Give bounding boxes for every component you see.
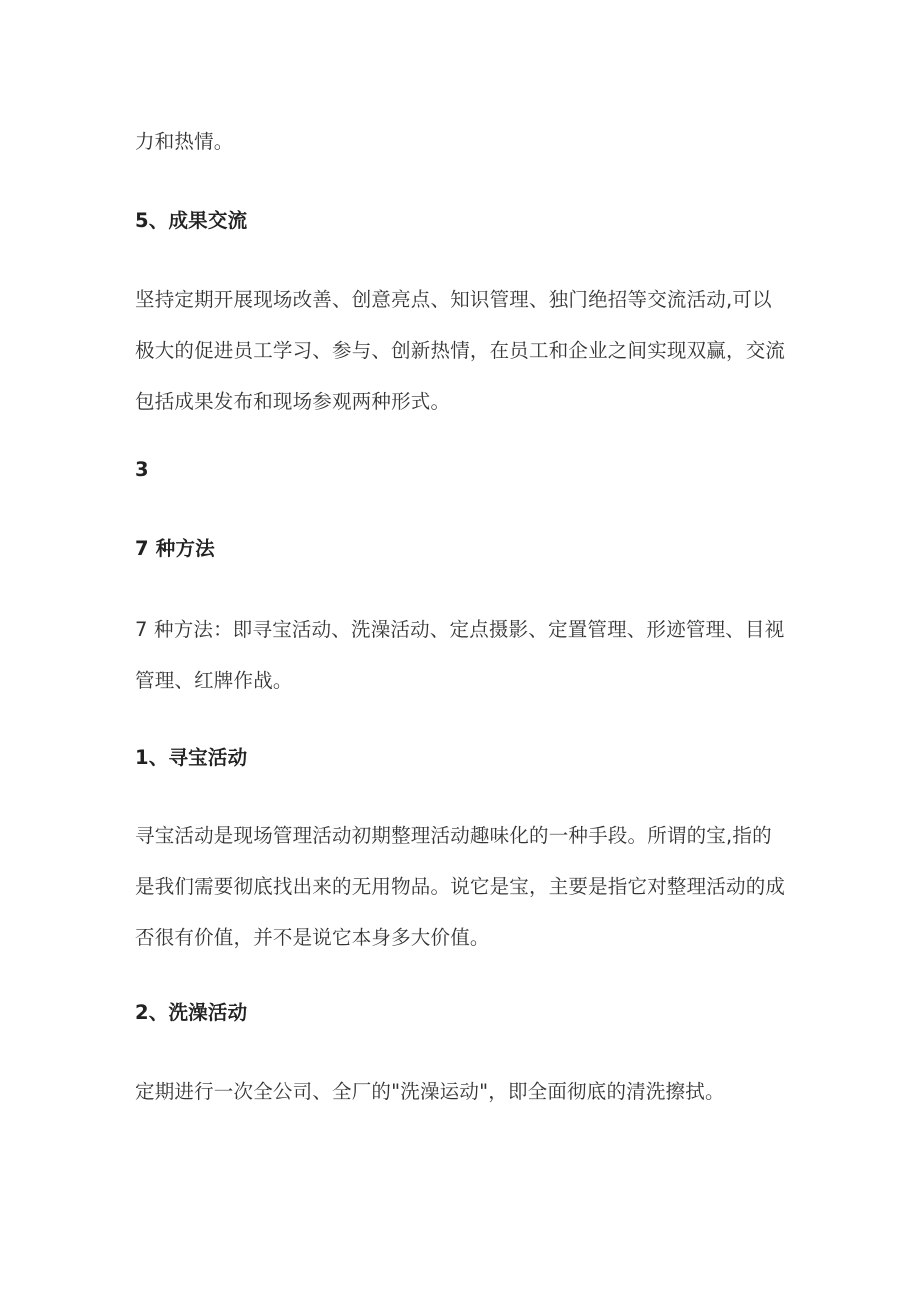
paragraph-line: 定期进行一次全公司、全厂的"洗澡运动"，即全面彻底的清洗擦拭。 bbox=[135, 1080, 725, 1103]
paragraph-line: 管理、红牌作战。 bbox=[135, 669, 293, 692]
paragraph-line: 7 种方法：即寻宝活动、洗澡活动、定点摄影、定置管理、形迹管理、目视 bbox=[135, 618, 785, 641]
paragraph-line: 力和热情。 bbox=[135, 130, 234, 153]
section-number: 3 bbox=[135, 458, 149, 481]
section-heading: 7 种方法 bbox=[135, 537, 215, 560]
paragraph-line: 否很有价值，并不是说它本身多大价值。 bbox=[135, 926, 490, 949]
paragraph-line: 是我们需要彻底找出来的无用物品。说它是宝，主要是指它对整理活动的成 bbox=[135, 875, 786, 898]
section-heading: 2、洗澡活动 bbox=[135, 1001, 248, 1024]
section-heading: 5、成果交流 bbox=[135, 209, 248, 232]
paragraph-line: 包括成果发布和现场参观两种形式。 bbox=[135, 390, 451, 413]
section-heading: 1、寻宝活动 bbox=[135, 746, 248, 769]
paragraph-line: 极大的促进员工学习、参与、创新热情，在员工和企业之间实现双赢，交流 bbox=[135, 339, 786, 362]
paragraph-line: 坚持定期开展现场改善、创意亮点、知识管理、独门绝招等交流活动,可以 bbox=[135, 288, 772, 311]
paragraph-line: 寻宝活动是现场管理活动初期整理活动趣味化的一种手段。所谓的宝,指的 bbox=[135, 824, 772, 847]
